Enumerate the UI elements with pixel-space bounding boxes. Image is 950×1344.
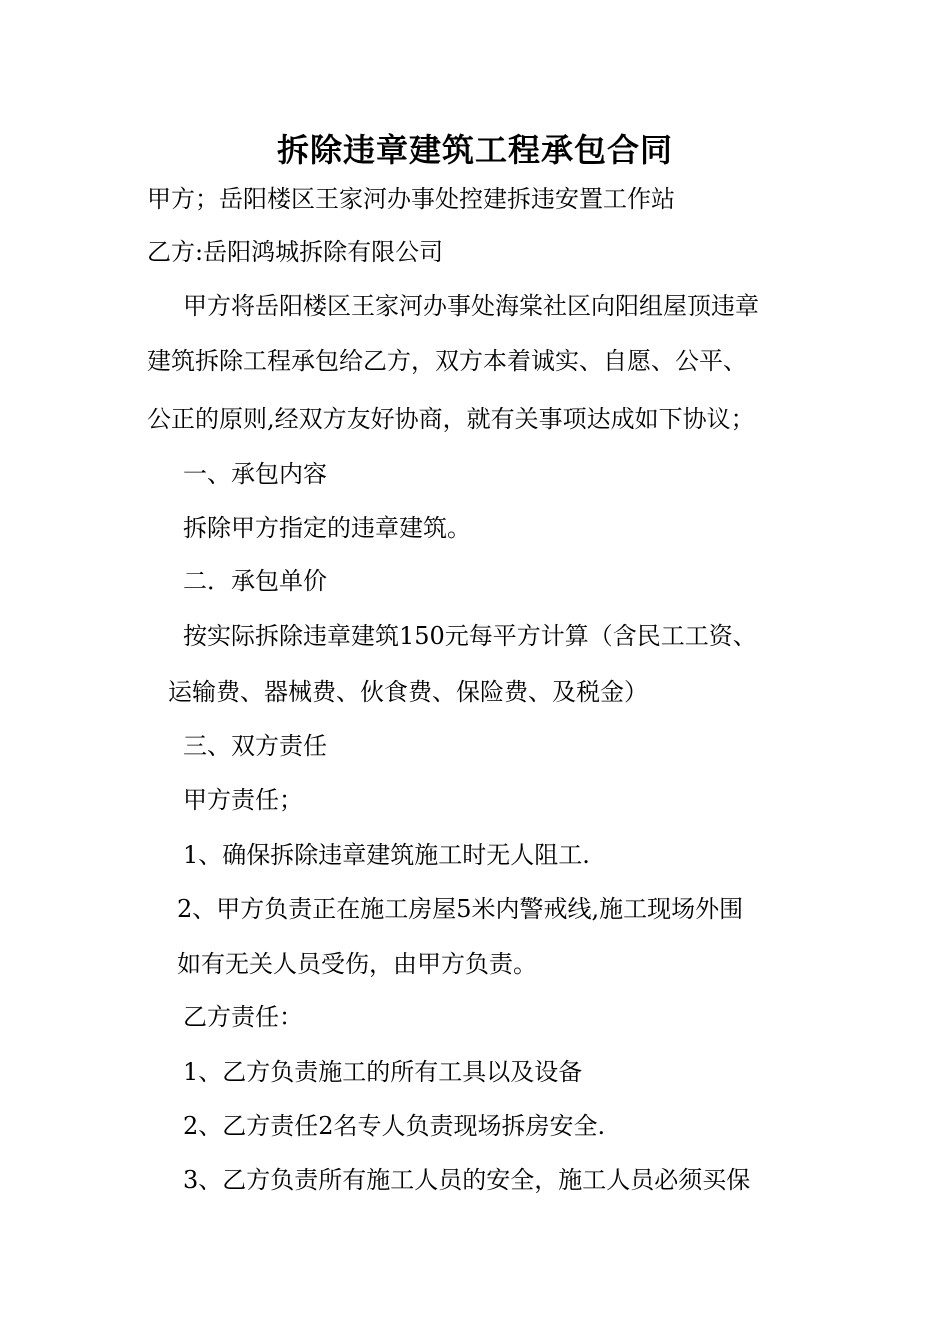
party-b-duty-2: 2、乙方责任2名专人负责现场拆房安全. xyxy=(183,1112,606,1140)
party-a-line: 甲方；岳阳楼区王家河办事处控建拆违安置工作站 xyxy=(147,185,675,213)
party-b-line: 乙方:岳阳鸿城拆除有限公司 xyxy=(147,238,444,266)
party-a-duties-heading: 甲方责任； xyxy=(183,786,303,814)
section-1-content: 拆除甲方指定的违章建筑。 xyxy=(183,514,471,542)
party-a-duty-2-line-2: 如有无关人员受伤，由甲方负责。 xyxy=(177,950,537,978)
section-2-content-line-1: 按实际拆除违章建筑150元每平方计算（含民工工资、 xyxy=(183,622,757,650)
party-b-duties-heading: 乙方责任： xyxy=(183,1003,303,1031)
document-title: 拆除违章建筑工程承包合同 xyxy=(276,131,673,169)
section-heading-1: 一、承包内容 xyxy=(183,460,327,488)
party-b-duty-3: 3、乙方负责所有施工人员的安全，施工人员必须买保 xyxy=(183,1166,751,1194)
intro-paragraph-line-1: 甲方将岳阳楼区王家河办事处海棠社区向阳组屋顶违章 xyxy=(183,292,759,320)
party-a-duty-1: 1、确保拆除违章建筑施工时无人阻工. xyxy=(183,841,590,869)
party-a-duty-2-line-1: 2、甲方负责正在施工房屋5米内警戒线,施工现场外围 xyxy=(177,895,744,923)
section-heading-3: 三、双方责任 xyxy=(183,732,327,760)
party-b-duty-1: 1、乙方负责施工的所有工具以及设备 xyxy=(183,1058,583,1086)
section-heading-2: 二．承包单价 xyxy=(183,567,327,595)
section-2-content-line-2: 运输费、器械费、伙食费、保险费、及税金） xyxy=(168,678,648,706)
intro-paragraph-line-2: 建筑拆除工程承包给乙方，双方本着诚实、自愿、公平、 xyxy=(147,347,747,375)
intro-paragraph-line-3: 公正的原则,经双方友好协商，就有关事项达成如下协议； xyxy=(147,405,755,433)
